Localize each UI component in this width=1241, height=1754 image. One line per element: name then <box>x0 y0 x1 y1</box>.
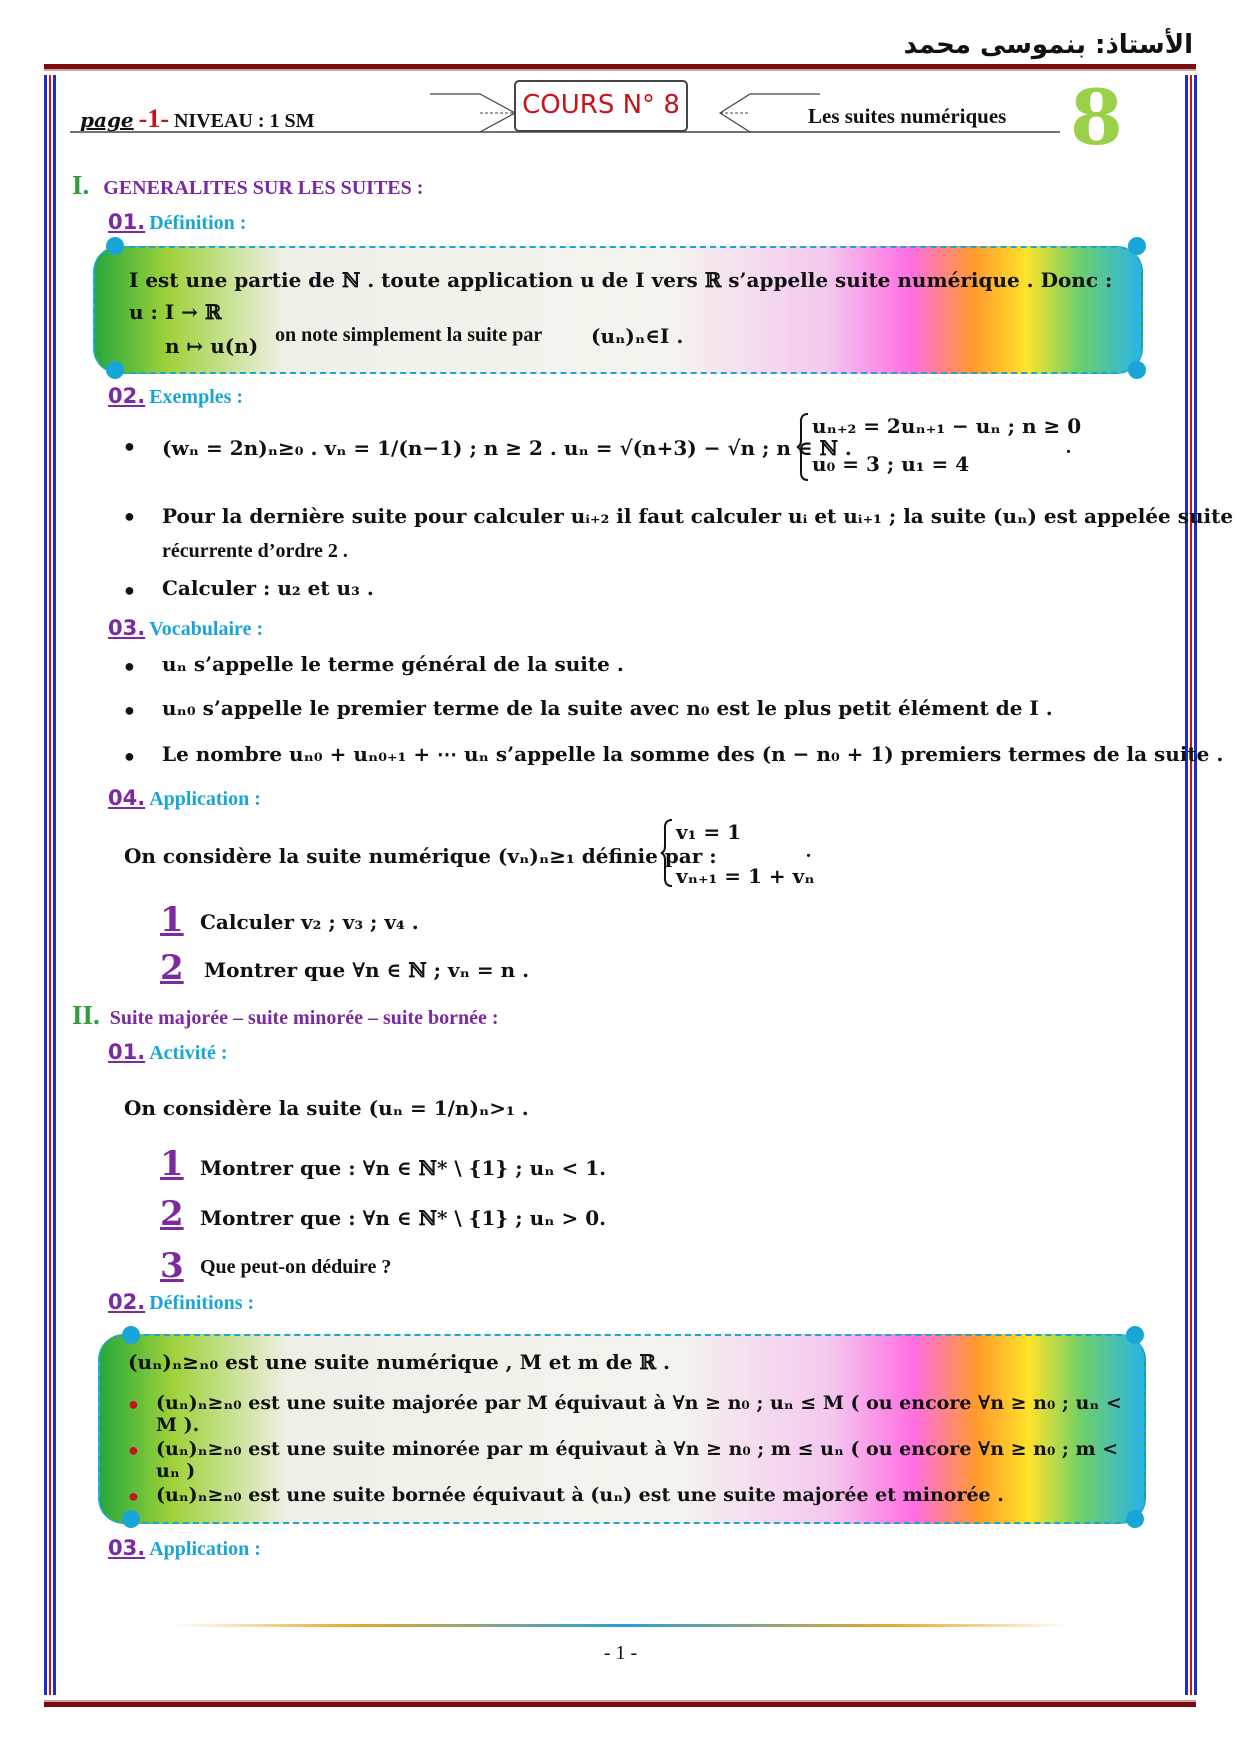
footer-decorative-line <box>175 1624 1070 1627</box>
example-recurrence-text: Pour la dernière suite pour calculer uᵢ₊₂ il faut calculer uᵢ et uᵢ₊₁ ; la suite (uₙ) est appelée suite <box>162 504 1234 528</box>
activity-statement: On considère la suite (uₙ = 1/n)ₙ>₁ . <box>124 1096 529 1120</box>
system-brace <box>796 412 810 482</box>
bottom-border <box>44 1700 1196 1707</box>
bullet: ● <box>124 746 135 766</box>
application-end: . <box>806 840 811 862</box>
box-corner-dot <box>122 1326 140 1344</box>
frame-left-blue-2 <box>53 75 56 1695</box>
definitions-title: Définitions : <box>149 1292 255 1314</box>
box-corner-dot <box>106 361 124 379</box>
application-2-number: 03. <box>108 1536 146 1560</box>
page-number: -1- <box>138 104 169 133</box>
bullet: ● <box>128 1394 139 1414</box>
definition-line-3-text: on note simplement la suite par <box>275 324 543 346</box>
example-system-line-1: uₙ₊₂ = 2uₙ₊₁ − uₙ ; n ≥ 0 <box>812 414 1082 438</box>
box-corner-dot <box>1126 1326 1144 1344</box>
frame-right-blue <box>1185 75 1188 1695</box>
bullet: ● <box>128 1486 139 1506</box>
activity-q2-number: 2 <box>160 1194 184 1234</box>
vocabulary-heading <box>108 616 263 641</box>
activity-q3-number: 3 <box>160 1246 184 1286</box>
application-system-line-1: v₁ = 1 <box>676 820 741 844</box>
activity-q1-text: Montrer que : ∀n ∈ ℕ* \ {1} ; uₙ < 1. <box>200 1156 607 1180</box>
examples-heading <box>108 384 243 409</box>
frame-left-blue <box>44 75 47 1695</box>
activity-title: Activité : <box>149 1042 228 1064</box>
system-brace <box>660 818 674 888</box>
level-label: NIVEAU : 1 SM <box>173 110 315 132</box>
definition-line-2: u : I → ℝ <box>129 300 222 324</box>
application-title: Application : <box>149 788 261 810</box>
page-label: page <box>80 108 134 132</box>
definition-bornee: (uₙ)ₙ≥ₙ₀ est une suite bornée équivaut à (uₙ) est une suite majorée et minorée . <box>156 1484 1004 1506</box>
definition-minoree: (uₙ)ₙ≥ₙ₀ est une suite minorée par m équivaut à ∀n ≥ n₀ ; m ≤ uₙ ( ou encore ∀n ≥ n₀ ; m < uₙ ) <box>156 1438 1119 1482</box>
section-1-title: GENERALITES SUR LES SUITES : <box>103 177 424 199</box>
definitions-box <box>98 1334 1146 1524</box>
topic-title: Les suites numériques <box>808 104 1007 128</box>
cours-badge: COURS N° 8 <box>514 80 688 132</box>
frame-left-red <box>49 75 51 1695</box>
box-corner-dot <box>1128 237 1146 255</box>
question-1-number: 1 <box>160 900 184 940</box>
section-2-heading <box>72 1000 499 1031</box>
bullet: ● <box>124 656 135 676</box>
definition-line-3-notation: (uₙ)ₙ∈I . <box>591 324 684 348</box>
bullet: ● <box>128 1440 139 1460</box>
section-2-title: Suite majorée – suite minorée – suite bornée : <box>109 1007 499 1029</box>
definitions-intro: (uₙ)ₙ≥ₙ₀ est une suite numérique , M et m de ℝ . <box>128 1350 670 1374</box>
vocabulary-item-2: uₙ₀ s’appelle le premier terme de la suite avec n₀ est le plus petit élément de I . <box>162 696 1053 720</box>
vocabulary-item-3: Le nombre uₙ₀ + uₙ₀₊₁ + ⋯ uₙ s’appelle la somme des (n − n₀ + 1) premiers termes de la suite . <box>162 742 1224 766</box>
frame-right-red <box>1190 75 1192 1695</box>
definition-heading <box>108 210 246 235</box>
definition-title: Définition : <box>149 212 247 234</box>
application-system-line-2: vₙ₊₁ = 1 + vₙ <box>676 864 815 888</box>
definition-number: 01. <box>108 210 146 234</box>
definition-line-3-map: n ↦ u(n) <box>165 334 259 358</box>
application-2-title: Application : <box>149 1538 261 1560</box>
vocabulary-item-1: uₙ s’appelle le terme général de la suite . <box>162 652 624 676</box>
activity-q3-text: Que peut-on déduire ? <box>200 1256 392 1278</box>
box-corner-dot <box>106 237 124 255</box>
bullet: ● <box>124 580 135 600</box>
activity-q1-number: 1 <box>160 1144 184 1184</box>
footer-page-number: - 1 - <box>603 1642 638 1664</box>
definition-majoree: (uₙ)ₙ≥ₙ₀ est une suite majorée par M équivaut à ∀n ≥ n₀ ; uₙ ≤ M ( ou encore ∀n ≥ n₀ ; uₙ < M ). <box>156 1392 1122 1436</box>
definitions-heading <box>108 1290 254 1315</box>
application-2-heading <box>108 1536 261 1561</box>
example-sequences: (wₙ = 2n)ₙ≥₀ . vₙ = 1/(n−1) ; n ≥ 2 . uₙ = √(n+3) − √n ; n ∈ ℕ . <box>162 436 852 460</box>
application-number: 04. <box>108 786 146 810</box>
application-statement: On considère la suite numérique (vₙ)ₙ≥₁ définie par : <box>124 844 717 868</box>
activity-q2-text: Montrer que : ∀n ∈ ℕ* \ {1} ; uₙ > 0. <box>200 1206 607 1230</box>
box-corner-dot <box>1126 1510 1144 1528</box>
vocabulary-title: Vocabulaire : <box>149 618 264 640</box>
question-1-text: Calculer v₂ ; v₃ ; v₄ . <box>200 910 419 934</box>
page-level-label <box>80 104 315 134</box>
section-2-roman: II. <box>72 1000 100 1030</box>
example-calculate: Calculer : u₂ et u₃ . <box>162 576 374 600</box>
bullet: ● <box>124 436 135 456</box>
definition-line-1: I est une partie de ℕ . toute application u de I vers ℝ s’appelle suite numérique . Donc : <box>129 268 1113 292</box>
bullet: ● <box>124 506 135 526</box>
frame-right-blue-2 <box>1194 75 1197 1695</box>
box-corner-dot <box>122 1510 140 1528</box>
examples-number: 02. <box>108 384 146 408</box>
application-heading <box>108 786 261 811</box>
top-border <box>44 64 1196 71</box>
question-2-text: Montrer que ∀n ∈ ℕ ; vₙ = n . <box>204 958 530 982</box>
author-name: الأستاذ: بنموسى محمد <box>903 30 1193 60</box>
example-recurrence-text-2: récurrente d’ordre 2 . <box>162 540 348 562</box>
definitions-number: 02. <box>108 1290 146 1314</box>
activity-heading <box>108 1040 228 1065</box>
example-system-line-2: u₀ = 3 ; u₁ = 4 <box>812 452 970 476</box>
box-corner-dot <box>1128 361 1146 379</box>
chapter-number-logo: 8 <box>1070 73 1123 162</box>
activity-number: 01. <box>108 1040 146 1064</box>
examples-title: Exemples : <box>149 386 244 408</box>
vocabulary-number: 03. <box>108 616 146 640</box>
example-end: . <box>1066 436 1071 458</box>
definition-box <box>93 246 1143 374</box>
bullet: ● <box>124 700 135 720</box>
section-1-heading <box>72 170 423 201</box>
question-2-number: 2 <box>160 948 184 988</box>
section-1-roman: I. <box>72 170 90 200</box>
